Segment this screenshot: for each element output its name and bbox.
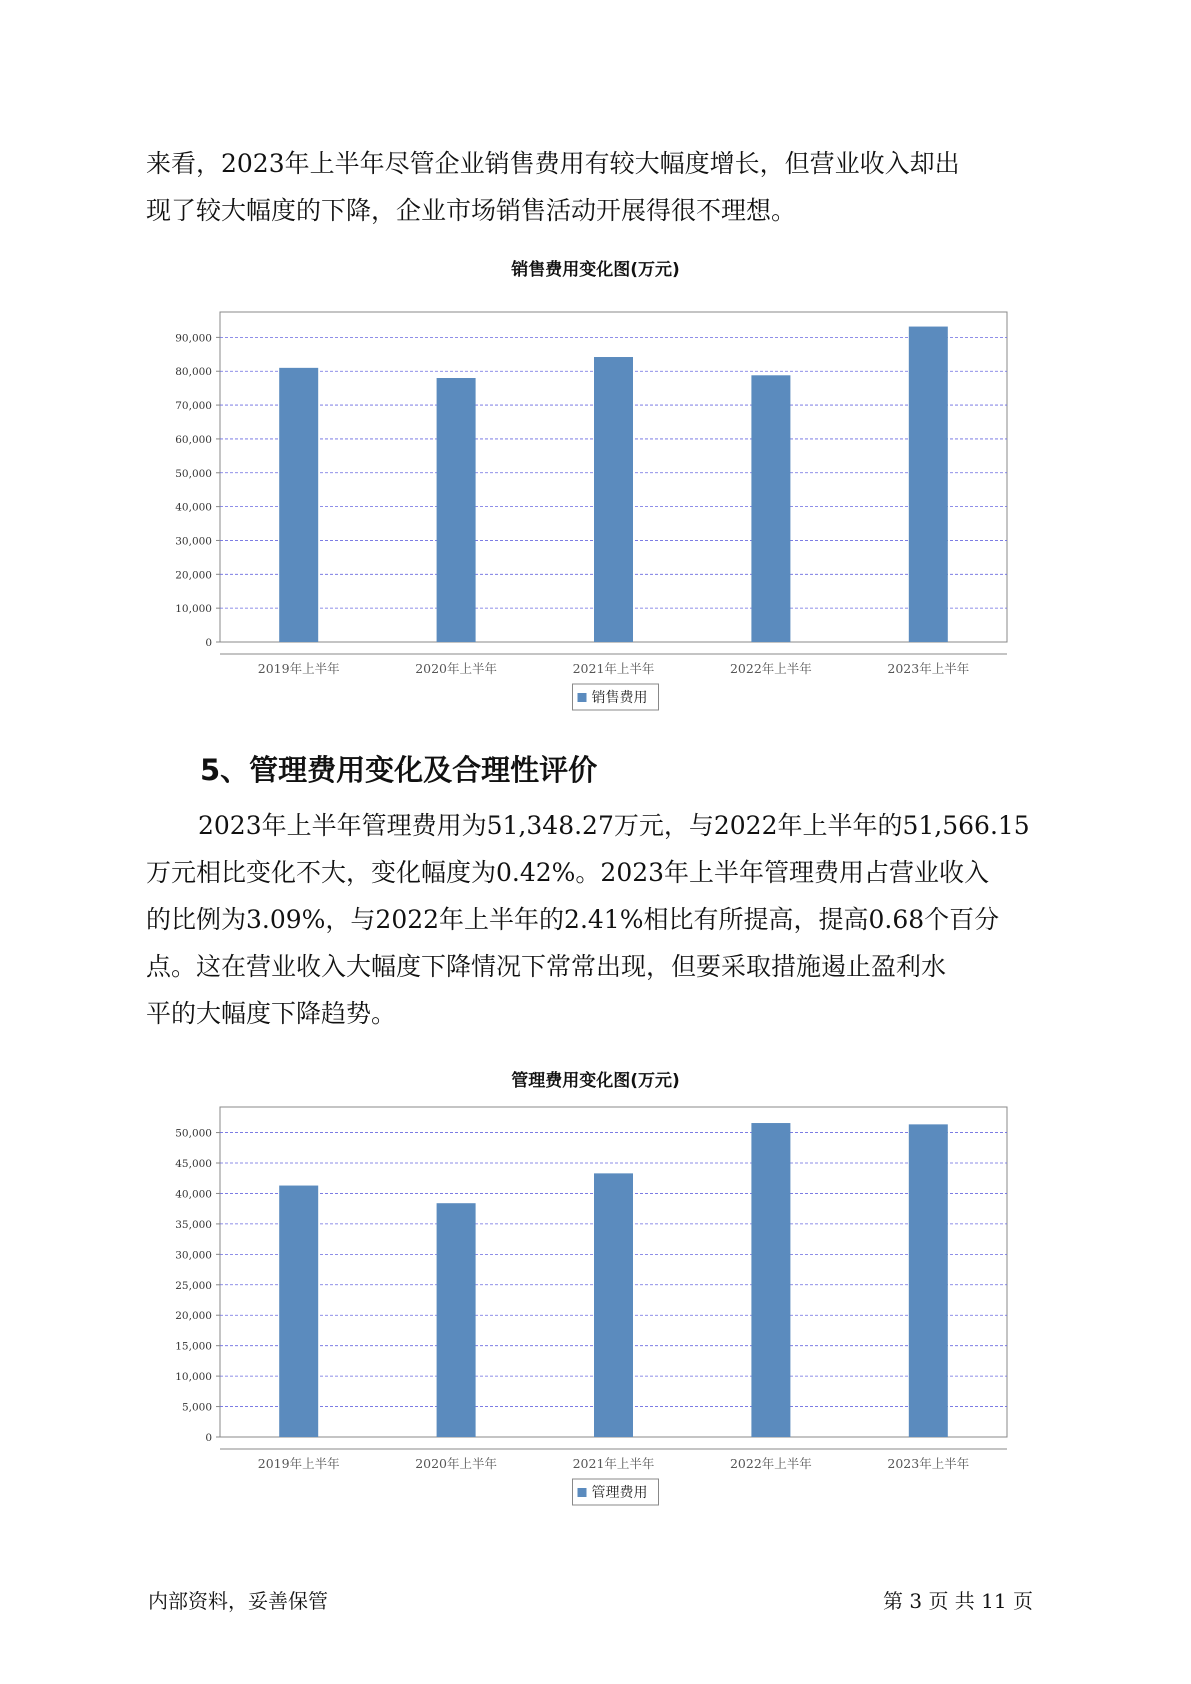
y-tick-label: 10,000 xyxy=(175,1371,212,1384)
bar-5 xyxy=(909,327,948,642)
bar-2 xyxy=(437,378,476,642)
x-tick-label: 2019年上半年 xyxy=(257,661,340,676)
intro-line-1: 来看，2023年上半年尽管企业销售费用有较大幅度增长，但营业收入却出 xyxy=(146,149,960,178)
y-tick-label: 20,000 xyxy=(175,569,212,582)
y-tick-label: 40,000 xyxy=(175,501,212,514)
y-tick-label: 30,000 xyxy=(175,1249,212,1262)
x-tick-label: 2020年上半年 xyxy=(415,661,498,676)
legend-label: 管理费用 xyxy=(591,1485,648,1501)
intro-line-2: 现了较大幅度的下降，企业市场销售活动开展得很不理想。 xyxy=(146,196,797,225)
section-5-line-3: 的比例为3.09%，与2022年上半年的2.41%相比有所提高，提高0.68个百分 xyxy=(146,905,1000,934)
y-tick-label: 10,000 xyxy=(175,603,212,616)
legend-swatch xyxy=(578,1488,587,1497)
y-tick-label: 90,000 xyxy=(175,332,212,345)
chart-1-title: 销售费用变化图(万元) xyxy=(511,260,680,280)
y-tick-label: 50,000 xyxy=(175,1127,212,1140)
footer-right: 第 3 页 共 11 页 xyxy=(883,1589,1033,1613)
x-tick-label: 2019年上半年 xyxy=(257,1456,340,1471)
bar-5 xyxy=(909,1124,948,1437)
sales-expense-chart xyxy=(0,285,1191,706)
section-5-line-4: 点。这在营业收入大幅度下降情况下常常出现，但要采取措施遏止盈利水 xyxy=(146,952,947,981)
x-tick-label: 2023年上半年 xyxy=(887,1456,970,1471)
y-tick-label: 5,000 xyxy=(181,1401,212,1414)
section-5-line-1-text: 2023年上半年管理费用为51,348.27万元，与2022年上半年的51,566.15 xyxy=(198,811,1030,840)
legend-label: 销售费用 xyxy=(591,690,648,706)
y-tick-label: 0 xyxy=(205,637,212,649)
x-tick-label: 2020年上半年 xyxy=(415,1456,498,1471)
bar-1 xyxy=(279,368,318,642)
y-tick-label: 20,000 xyxy=(175,1310,212,1323)
y-tick-label: 50,000 xyxy=(175,467,212,480)
bar-4 xyxy=(751,1123,790,1437)
y-tick-label: 45,000 xyxy=(175,1158,212,1171)
y-tick-label: 40,000 xyxy=(175,1188,212,1201)
section-5-heading: 5、管理费用变化及合理性评价 xyxy=(200,753,598,787)
section-5-line-5: 平的大幅度下降趋势。 xyxy=(146,999,397,1028)
bar-4 xyxy=(751,375,790,642)
bar-3 xyxy=(594,357,633,642)
y-tick-label: 30,000 xyxy=(175,535,212,548)
chart-2-title: 管理费用变化图(万元) xyxy=(511,1071,680,1091)
x-tick-label: 2023年上半年 xyxy=(887,661,970,676)
y-tick-label: 70,000 xyxy=(175,400,212,413)
legend-swatch xyxy=(578,693,587,702)
x-tick-label: 2021年上半年 xyxy=(572,1456,655,1471)
admin-expense-chart xyxy=(0,1090,1191,1520)
y-tick-label: 80,000 xyxy=(175,366,212,379)
y-tick-label: 15,000 xyxy=(175,1340,212,1353)
section-5-line-1 xyxy=(146,802,1051,849)
x-tick-label: 2022年上半年 xyxy=(729,1456,812,1471)
y-tick-label: 60,000 xyxy=(175,433,212,446)
bar-2 xyxy=(437,1203,476,1437)
y-tick-label: 35,000 xyxy=(175,1218,212,1231)
section-5-line-2: 万元相比变化不大，变化幅度为0.42%。2023年上半年管理费用占营业收入 xyxy=(146,858,990,887)
y-tick-label: 25,000 xyxy=(175,1279,212,1292)
bar-1 xyxy=(279,1186,318,1437)
y-tick-label: 0 xyxy=(205,1432,212,1444)
footer-left: 内部资料，妥善保管 xyxy=(148,1589,328,1613)
x-tick-label: 2022年上半年 xyxy=(729,661,812,676)
x-tick-label: 2021年上半年 xyxy=(572,661,655,676)
bar-3 xyxy=(594,1173,633,1437)
